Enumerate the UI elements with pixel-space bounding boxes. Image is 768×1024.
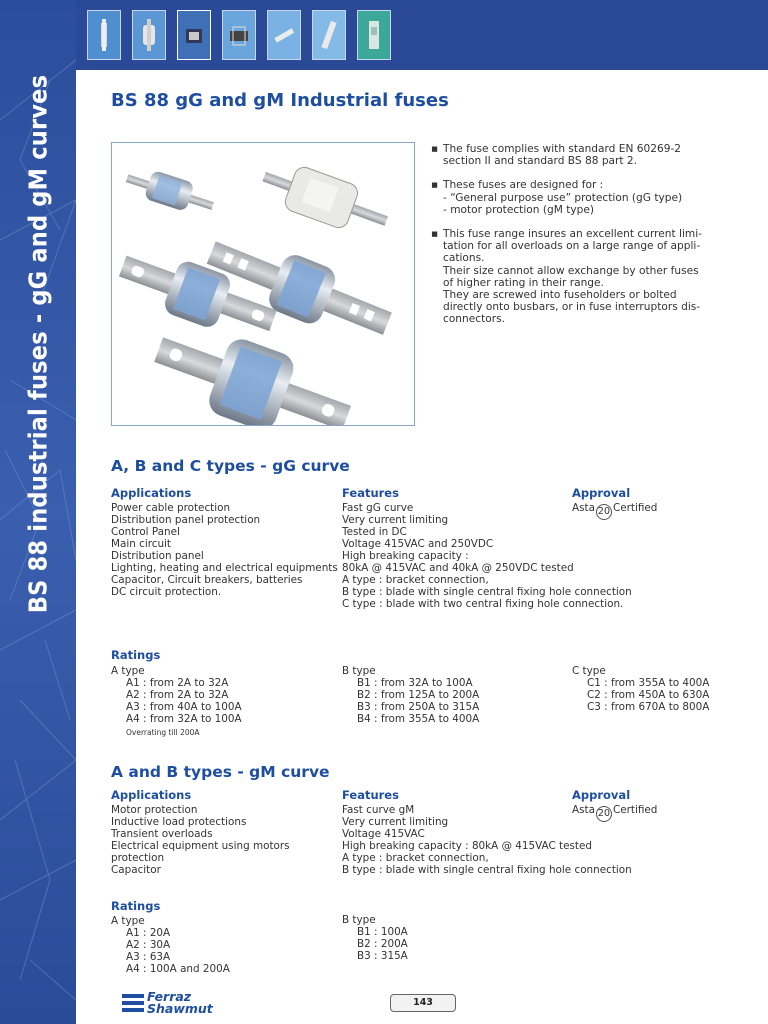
gm-ratings-heading: Ratings: [111, 899, 161, 913]
gm-applications-heading: Applications: [111, 788, 192, 802]
approval-prefix: Asta: [572, 502, 595, 514]
gm-ratings-b: [342, 914, 542, 962]
list-item: A type : bracket connection,: [342, 852, 489, 864]
rating-item: A2 : from 2A to 32A: [126, 689, 229, 701]
bullet-line: cations.: [443, 252, 485, 265]
bullet-line: connectors.: [443, 313, 505, 326]
list-item: Capacitor: [111, 864, 161, 876]
section-heading-gg: A, B and C types - gG curve: [111, 457, 350, 475]
list-item: Tested in DC: [342, 526, 407, 538]
rating-type: B type: [342, 914, 376, 926]
rating-item: A4 : from 32A to 100A: [126, 713, 242, 725]
gg-ratings-heading: Ratings: [111, 648, 161, 662]
list-item: Very current limiting: [342, 514, 449, 526]
bullet-line: tation for all overloads on a large range of appli-: [443, 240, 701, 253]
list-item: Motor protection: [111, 804, 198, 816]
page-title: BS 88 gG and gM Industrial fuses: [111, 90, 449, 111]
rating-type: B type: [342, 665, 376, 677]
rating-item: B4 : from 355A to 400A: [357, 713, 480, 725]
logo-line-2: Shawmut: [147, 1000, 213, 1016]
rating-item: C1 : from 355A to 400A: [587, 677, 710, 689]
approval-line: [572, 502, 712, 520]
list-item: Control Panel: [111, 526, 180, 538]
fuse-thumb-3: [177, 10, 211, 60]
bullet-line: This fuse range insures an excellent current limi-: [443, 228, 702, 241]
gm-approval: [572, 789, 712, 822]
list-item: Distribution panel: [111, 550, 204, 562]
rating-item: B2 : 200A: [357, 938, 408, 950]
gg-applications-heading: Applications: [111, 486, 192, 500]
approval-suffix: Certified: [612, 804, 658, 816]
bullet-icon: ▪: [431, 228, 439, 241]
fuse-thumb-1: [87, 10, 121, 60]
approval-suffix: Certified: [612, 502, 658, 514]
list-item: Distribution panel protection: [111, 514, 261, 526]
gm-ratings-a: [111, 915, 331, 975]
sidebar-title: BS 88 industrial fuses - gG and gM curves: [23, 74, 53, 614]
rating-type: C type: [572, 665, 606, 677]
list-item: B type : blade with single central fixing hole connection: [342, 864, 632, 876]
list-item: Main circuit: [111, 538, 172, 550]
logo-line-1: Ferraz: [147, 989, 192, 1004]
fuse-thumb-7: [357, 10, 391, 60]
rating-type: A type: [111, 915, 145, 927]
rating-item: B3 : 315A: [357, 950, 408, 962]
list-item: Fast gG curve: [342, 502, 414, 514]
bullet-line: section II and standard BS 88 part 2.: [443, 155, 638, 168]
list-item: Power cable protection: [111, 502, 231, 514]
bullet-icon: ▪: [431, 179, 439, 192]
gg-approval-heading: Approval: [572, 486, 631, 500]
gm-applications: [111, 789, 341, 876]
gg-approval: [572, 487, 712, 520]
list-item: Voltage 415VAC: [342, 828, 425, 840]
approval-line: [572, 804, 712, 822]
intro-text: [430, 143, 712, 338]
gg-ratings-a: [111, 665, 331, 739]
fuse-illustration: [112, 143, 414, 425]
top-banner: [76, 0, 768, 70]
bullet-line: directly onto busbars, or in fuse interruptors dis-: [443, 301, 701, 314]
bullet-line: The fuse complies with standard EN 60269-2: [443, 143, 682, 155]
gg-applications: [111, 487, 341, 598]
list-item: Voltage 415VAC and 250VDC: [342, 538, 494, 550]
rating-note: Overrating till 200A: [126, 728, 200, 737]
fuse-product-photo: [111, 142, 415, 426]
gm-approval-heading: Approval: [572, 788, 631, 802]
fuse-thumb-5: [267, 10, 301, 60]
section-heading-gm: A and B types - gM curve: [111, 763, 330, 781]
list-item: 80kA @ 415VAC and 40kA @ 250VDC tested: [342, 562, 574, 574]
intro-bullet: [430, 228, 712, 326]
rating-item: B1 : from 32A to 100A: [357, 677, 473, 689]
bullet-icon: ▪: [431, 143, 439, 155]
rating-type: A type: [111, 665, 145, 677]
fuse-thumb-2: [132, 10, 166, 60]
list-item: High breaking capacity : 80kA @ 415VAC tested: [342, 840, 592, 852]
gg-ratings-b: [342, 665, 562, 725]
intro-bullet: [430, 179, 712, 216]
gg-features-heading: Features: [342, 486, 399, 500]
asta-20-badge: 20: [596, 806, 612, 822]
rating-item: A1 : from 2A to 32A: [126, 677, 229, 689]
logo-mark-icon: [122, 994, 144, 1012]
bullet-line: These fuses are designed for :: [443, 179, 604, 192]
intro-bullet: [430, 143, 712, 167]
bullet-line: - “General purpose use” protection (gG type): [443, 191, 683, 204]
list-item: Fast curve gM: [342, 804, 415, 816]
fuse-thumb-6: [312, 10, 346, 60]
asta-20-badge: 20: [596, 504, 612, 520]
rating-item: C3 : from 670A to 800A: [587, 701, 710, 713]
list-item: B type : blade with single central fixing hole connection: [342, 586, 632, 598]
list-item: C type : blade with two central fixing hole connection.: [342, 598, 624, 610]
list-item: A type : bracket connection,: [342, 574, 489, 586]
rating-item: C2 : from 450A to 630A: [587, 689, 710, 701]
fuse-thumb-4: [222, 10, 256, 60]
list-item: Electrical equipment using motors protection: [111, 840, 290, 864]
list-item: Very current limiting: [342, 816, 449, 828]
bullet-line: of higher rating in their range.: [443, 276, 604, 289]
rating-item: A2 : 30A: [126, 939, 171, 951]
list-item: DC circuit protection.: [111, 586, 222, 598]
sidebar: [0, 0, 76, 1024]
logo-wordmark: [147, 991, 213, 1014]
rating-item: B1 : 100A: [357, 926, 408, 938]
list-item: Inductive load protections: [111, 816, 247, 828]
list-item: Lighting, heating and electrical equipments: [111, 562, 338, 574]
gg-ratings-c: [572, 665, 742, 713]
rating-item: A1 : 20A: [126, 927, 171, 939]
bullet-line: They are screwed into fuseholders or bolted: [443, 289, 677, 302]
ferraz-shawmut-logo: [122, 991, 262, 1017]
rating-item: B2 : from 125A to 200A: [357, 689, 480, 701]
rating-item: A4 : 100A and 200A: [126, 963, 230, 975]
gm-features-heading: Features: [342, 788, 399, 802]
list-item: Capacitor, Circuit breakers, batteries: [111, 574, 303, 586]
rating-item: A3 : 63A: [126, 951, 171, 963]
rating-item: A3 : from 40A to 100A: [126, 701, 242, 713]
list-item: Transient overloads: [111, 828, 213, 840]
bullet-line: - motor protection (gM type): [443, 203, 594, 216]
page-number: 143: [390, 994, 456, 1012]
rating-item: B3 : from 250A to 315A: [357, 701, 480, 713]
approval-prefix: Asta: [572, 804, 595, 816]
bullet-line: Their size cannot allow exchange by other fuses: [443, 264, 699, 277]
list-item: High breaking capacity :: [342, 550, 469, 562]
